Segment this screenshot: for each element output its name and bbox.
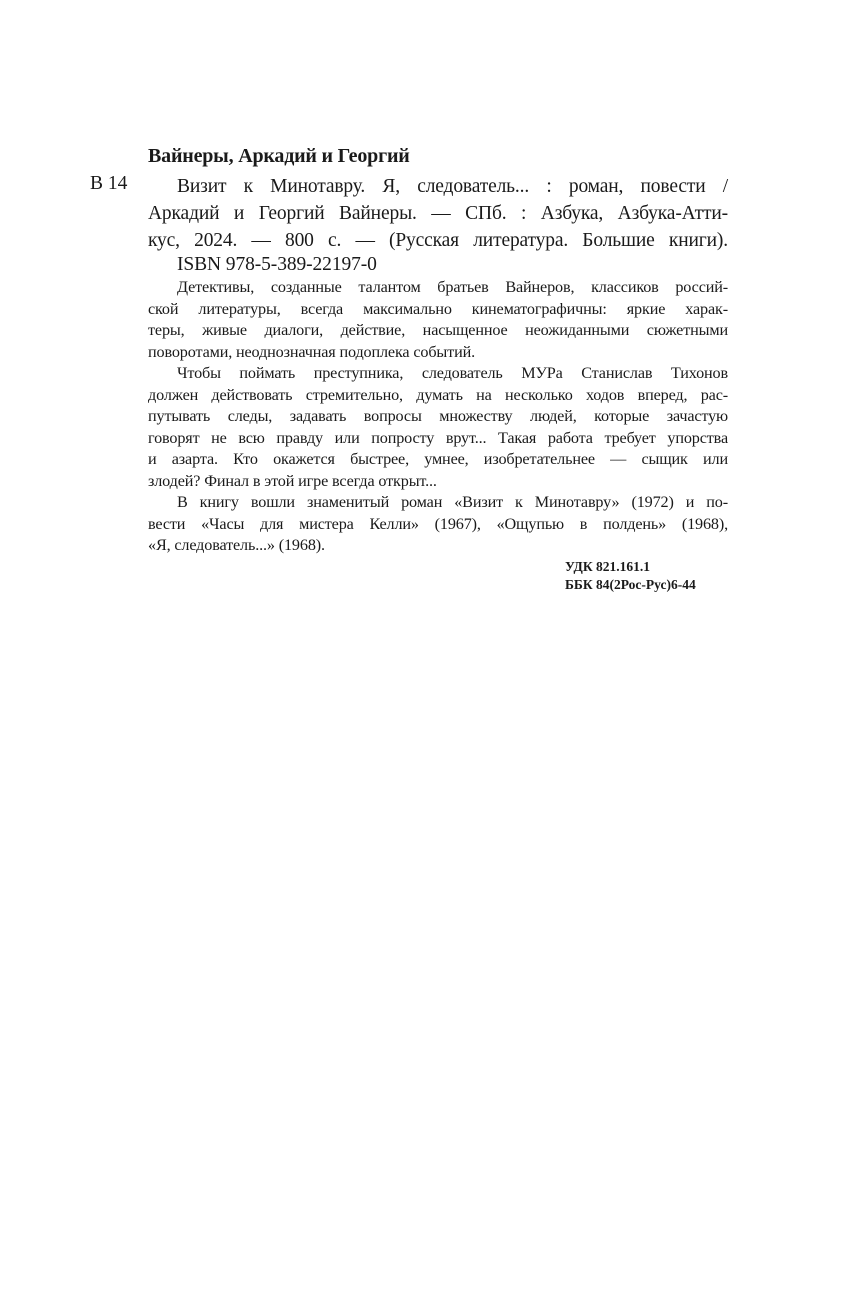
udk-index: УДК 821.161.1 xyxy=(565,559,650,574)
bbk-index: ББК 84(2Рос-Рус)6-44 xyxy=(565,577,696,592)
author-heading: Вайнеры, Аркадий и Георгий xyxy=(148,145,410,167)
annotation-line: и азарта. Кто окажется быстрее, умнее, изобретательнее — сыщик или xyxy=(148,450,728,468)
annotation-paragraph xyxy=(148,492,728,557)
bibliographic-description xyxy=(148,173,728,254)
annotation-line: путывать следы, задавать вопросы множеству людей, которые зачастую xyxy=(148,407,728,425)
classification-indices xyxy=(565,558,696,594)
annotation-line: ской литературы, всегда максимально кинематографичны: яркие харак- xyxy=(148,299,728,318)
annotation-line: злодей? Финал в этой игре всегда открыт... xyxy=(148,471,437,490)
bibliographic-line: Аркадий и Георгий Вайнеры. — СПб. : Азбука, Азбука-Атти- xyxy=(148,203,728,224)
annotation-line: говорят не всю правду или попросту врут... Такая работа требует упорства xyxy=(148,428,728,447)
bibliographic-line: Визит к Минотавру. Я, следователь... : роман, повести / xyxy=(177,176,728,197)
annotation-line: Чтобы поймать преступника, следователь МУРа Станислав Тихонов xyxy=(177,364,728,382)
annotation-paragraph xyxy=(148,277,728,363)
annotation-line: Детективы, созданные талантом братьев Вайнеров, классиков россий- xyxy=(177,278,728,296)
author-sign: В 14 xyxy=(90,173,128,194)
isbn: ISBN 978-5-389-22197-0 xyxy=(177,254,377,275)
annotation-line: должен действовать стремительно, думать на несколько ходов вперед, рас- xyxy=(148,385,728,404)
annotation-line: поворотами, неоднозначная подоплека событий. xyxy=(148,342,475,361)
annotation-line: теры, живые диалоги, действие, насыщенное неожиданными сюжетными xyxy=(148,321,728,339)
annotation-line: В книгу вошли знаменитый роман «Визит к Минотавру» (1972) и по- xyxy=(177,493,728,511)
annotation-line: «Я, следователь...» (1968). xyxy=(148,536,325,554)
annotation-paragraph xyxy=(148,363,728,492)
bibliographic-line: кус, 2024. — 800 с. — (Русская литература. Большие книги). xyxy=(148,230,728,251)
annotation-line: вести «Часы для мистера Келли» (1967), «Ощупью в полдень» (1968), xyxy=(148,514,728,533)
